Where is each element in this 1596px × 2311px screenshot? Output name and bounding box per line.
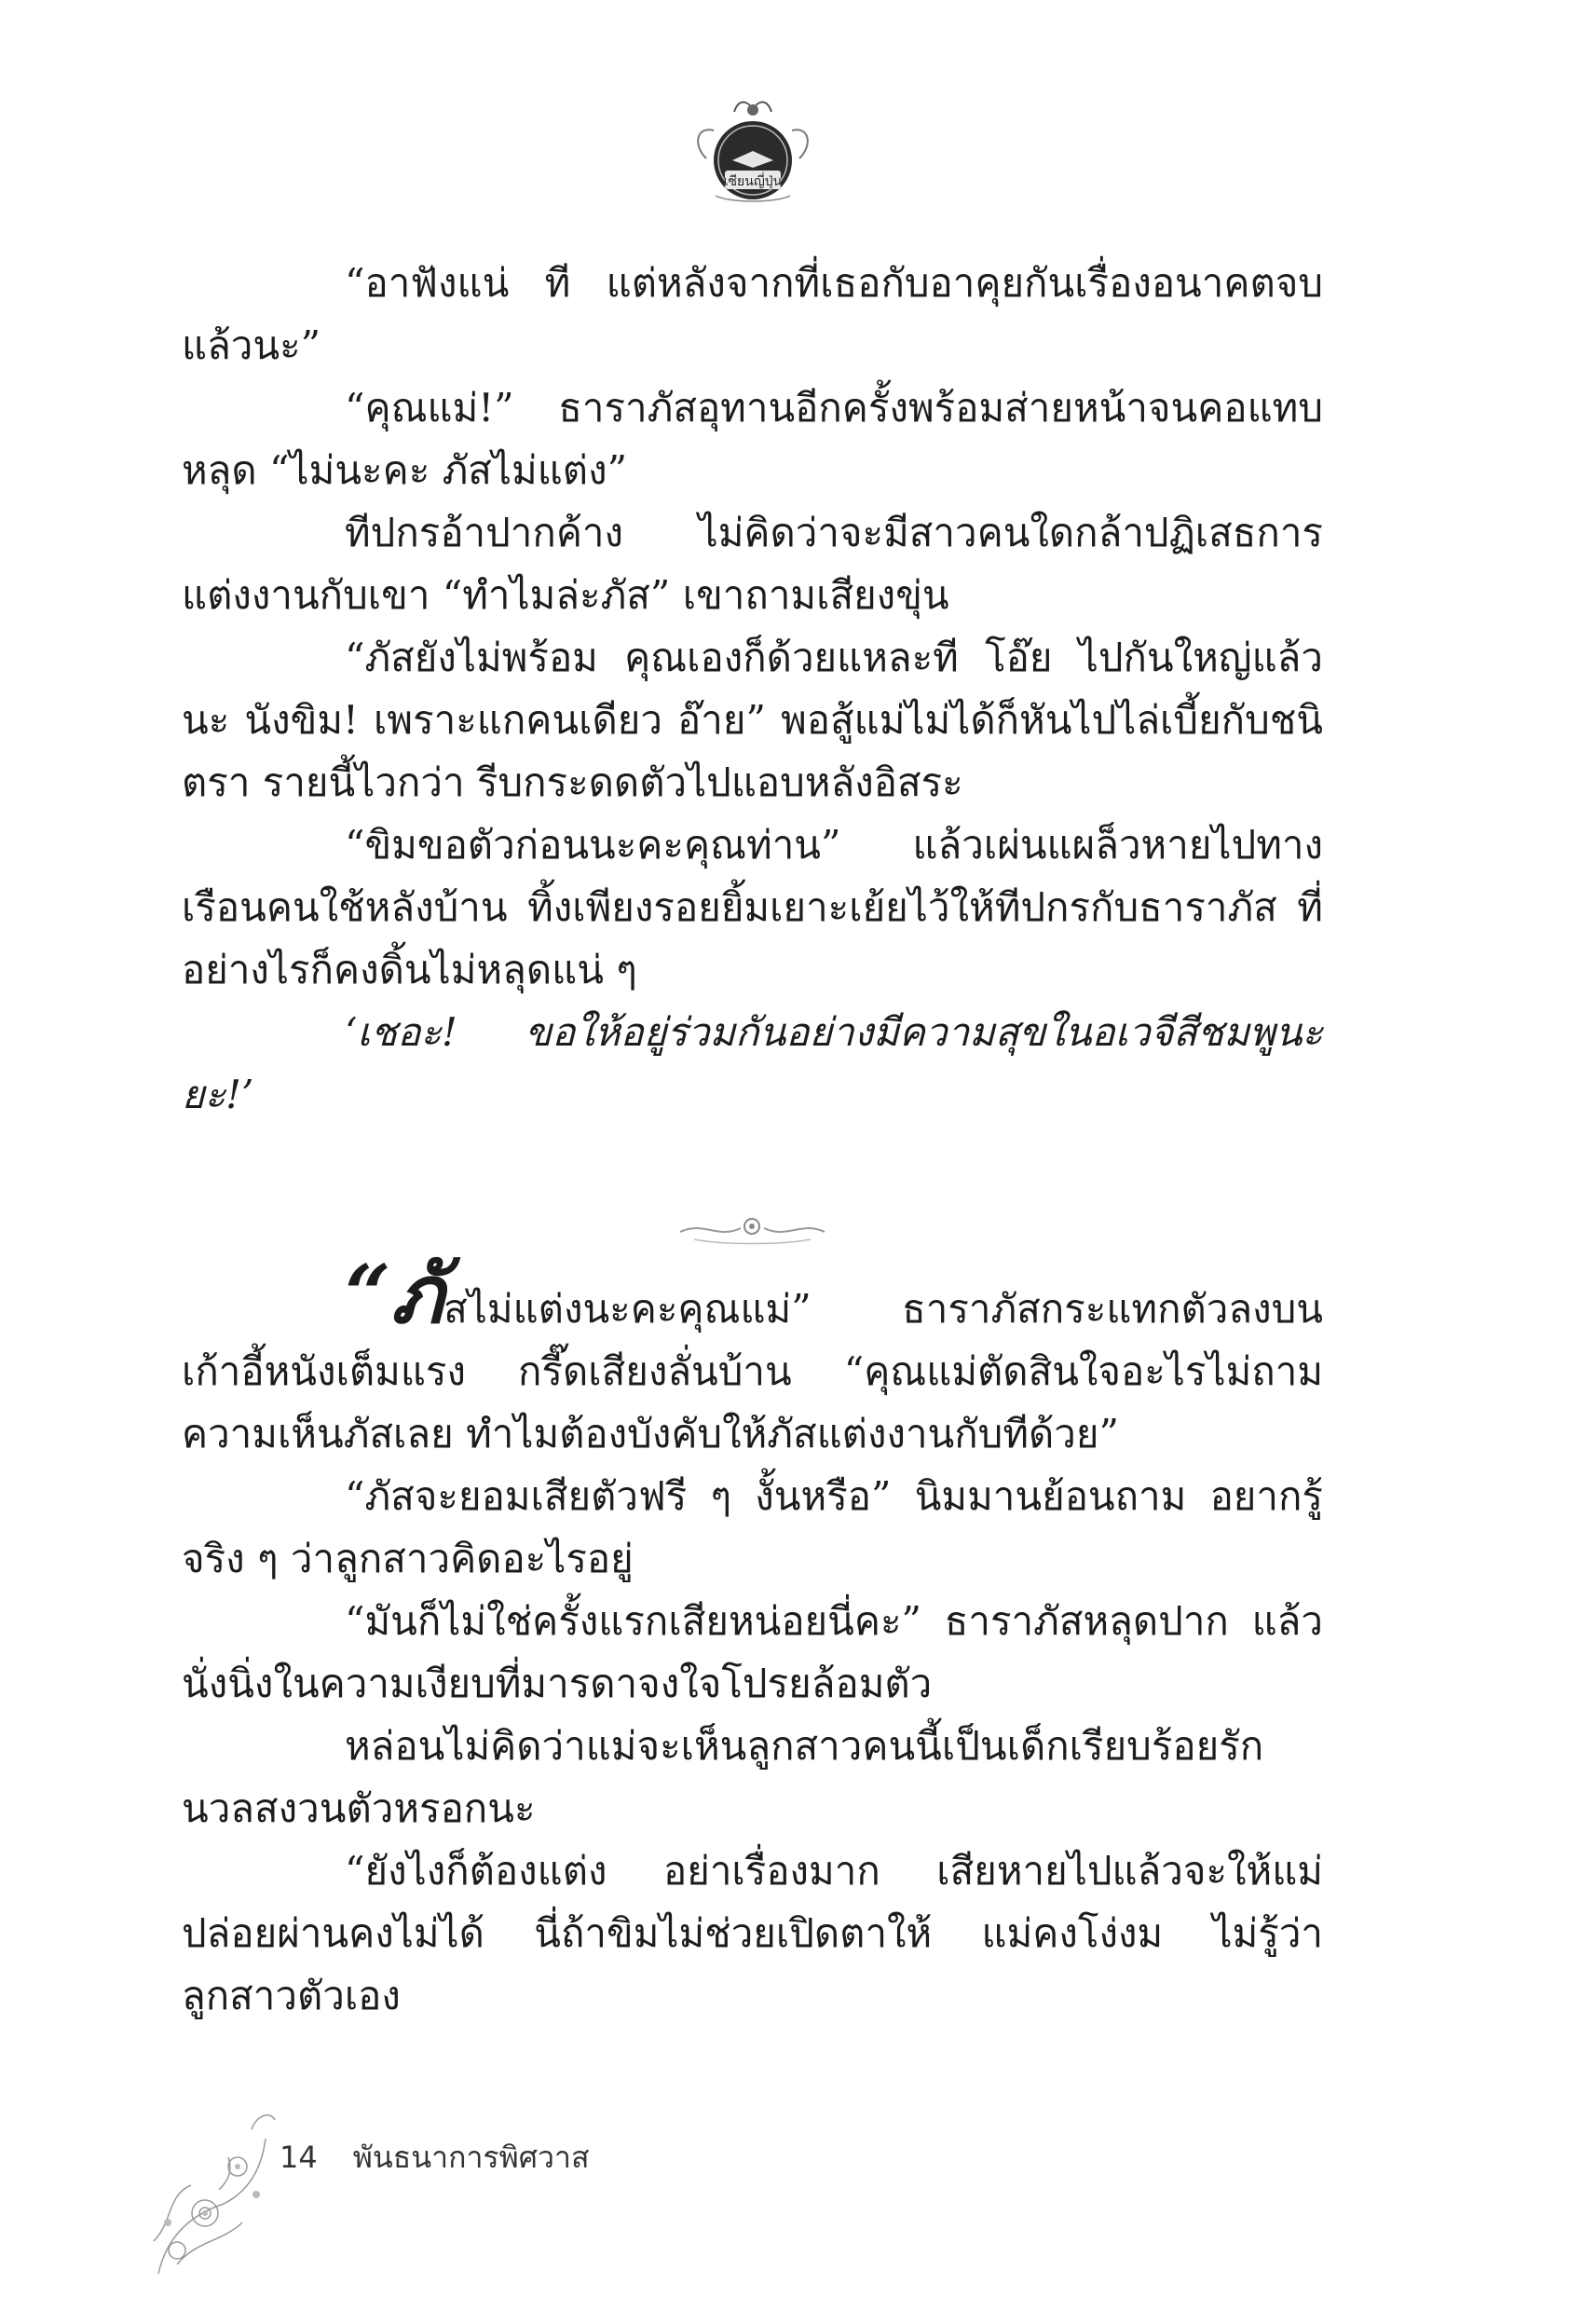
paragraph: ทีปกรอ้าปากค้าง ไม่คิดว่าจะมีสาวคนใดกล้าปฏิเสธการแต่งงานกับเขา “ทำไมล่ะภัส” เขาถามเสียงขุ่น — [182, 510, 1323, 618]
paragraph: “ขิมขอตัวก่อนนะคะคุณท่าน” แล้วเผ่นแผล็วหายไปทางเรือนคนใช้หลังบ้าน ทิ้งเพียงรอยยิ้มเยาะเย้ยไว้ให้ทีปกรกับธาราภัส ที่อย่างไรก็คงดิ้นไม่หลุดแน่ ๆ — [182, 822, 1323, 992]
paragraph: “มันก็ไม่ใช่ครั้งแรกเสียหน่อยนี่คะ” ธาราภัสหลุดปาก แล้วนั่งนิ่งในความเงียบที่มารดาจงใจโปรยล้อมตัว — [182, 1598, 1323, 1706]
paragraph: หล่อนไม่คิดว่าแม่จะเห็นลูกสาวคนนี้เป็นเด็กเรียบร้อยรักนวลสงวนตัวหรอกนะ — [182, 1723, 1264, 1831]
logo-text: เซียนญี่ปุ่น — [723, 174, 783, 189]
italic-thought-line: ‘เชอะ! ขอให้อยู่ร่วมกันอย่างมีความสุขในอเวจีสีชมพูนะยะ!’ — [182, 1009, 1323, 1117]
drop-cap: “ภั — [345, 1248, 444, 1342]
paragraph: “อาฟังแน่ ที แต่หลังจากที่เธอกับอาคุยกันเรื่องอนาคตจบแล้วนะ” — [182, 260, 1323, 368]
scene-divider-ornament — [675, 1211, 829, 1247]
paragraph: “คุณแม่!” ธาราภัสอุทานอีกครั้งพร้อมส่ายหน้าจนคอแทบหลุด “ไม่นะคะ ภัสไม่แต่ง” — [182, 385, 1323, 493]
paragraph: “ภัสยังไม่พร้อม คุณเองก็ด้วยแหละที โอ๊ย ไปกันใหญ่แล้วนะ นังขิม! เพราะแกคนเดียว อ๊าย” พอสู้แม่ไม่ได้ก็หันไปไล่เบี้ยกับชนิตรา รายนี้ไวกว่า รีบกระดดตัวไปแอบหลังอิสระ — [182, 635, 1323, 805]
floral-corner-ornament — [140, 2101, 280, 2278]
publisher-logo — [688, 93, 818, 210]
page-footer — [280, 2134, 589, 2181]
book-title: พันธนาการพิศวาส — [352, 2140, 590, 2175]
text-block-1 — [182, 252, 1323, 1126]
text-block-2 — [182, 1248, 1323, 2027]
paragraph: “ภัสจะยอมเสียตัวฟรี ๆ งั้นหรือ” นิมมานย้อนถาม อยากรู้จริง ๆ ว่าลูกสาวคิดอะไรอยู่ — [182, 1473, 1323, 1581]
paragraph-text: สไม่แต่งนะคะคุณแม่” ธาราภัสกระแทกตัวลงบนเก้าอี้หนังเต็มแรง กรี๊ดเสียงลั่นบ้าน “คุณแม่ตัดสินใจอะไรไม่ถามความเห็นภัสเลย ทำไมต้องบังคับให้ภัสแต่งงานกับทีด้วย” — [182, 1286, 1323, 1456]
paragraph-with-dropcap — [182, 1248, 1323, 1465]
page-number: 14 — [280, 2140, 318, 2175]
paragraph: “ยังไงก็ต้องแต่ง อย่าเรื่องมาก เสียหายไปแล้วจะให้แม่ปล่อยผ่านคงไม่ได้ นี่ถ้าขิมไม่ช่วยเปิดตาให้ แม่คงโง่งม ไม่รู้ว่าลูกสาวตัวเอง — [182, 1848, 1323, 2018]
